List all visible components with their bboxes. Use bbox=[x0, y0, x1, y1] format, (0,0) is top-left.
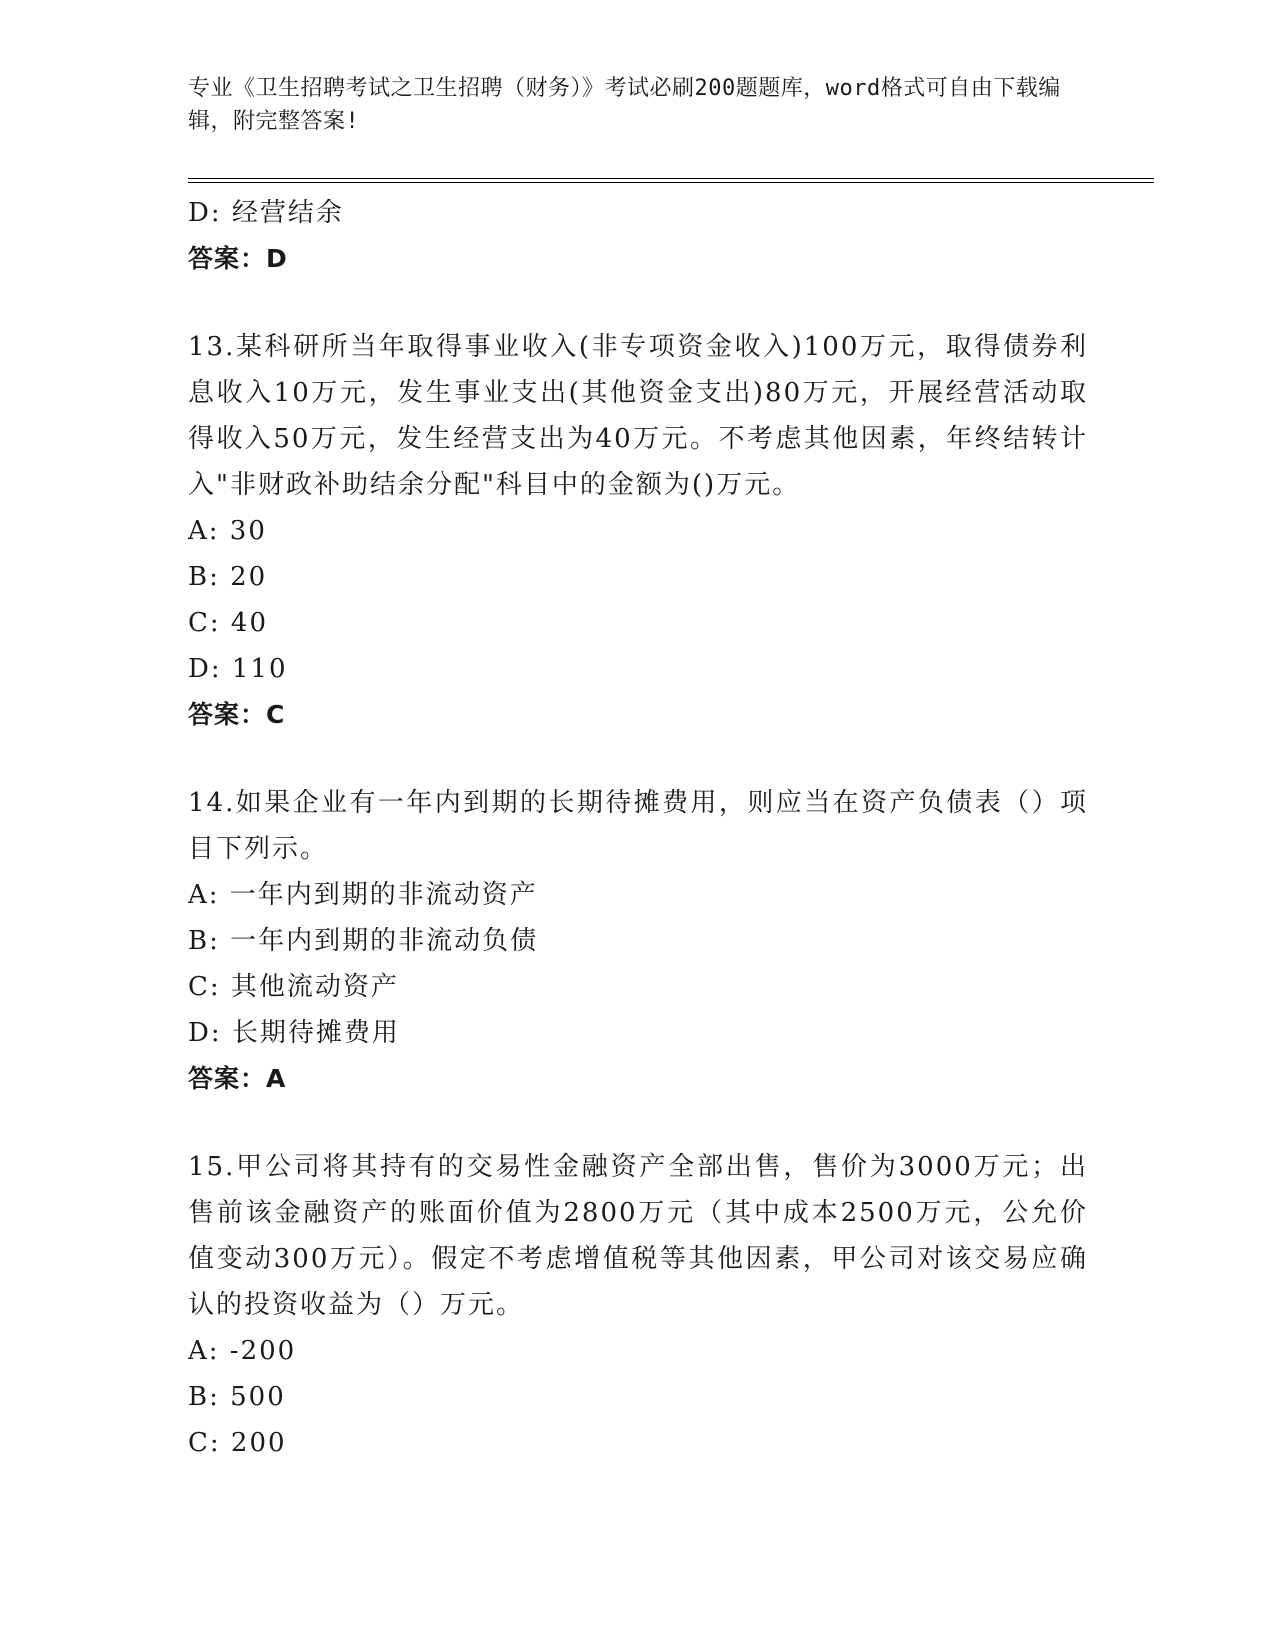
question-text: 14.如果企业有一年内到期的长期待摊费用，则应当在资产负债表（）项目下列示。 bbox=[188, 788, 1088, 864]
option-b: B: 20 bbox=[188, 562, 268, 592]
question-text: 13.某科研所当年取得事业收入(非专项资金收入)100万元，取得债券利息收入10万元，发生事业支出(其他资金支出)80万元，开展经营活动取得收入50万元，发生经营支出为40万元。不考虑其他因素，年终结转计入"非财政补助结余分配"科目中的金额为()万元。 bbox=[188, 332, 1088, 500]
option-a: A: -200 bbox=[188, 1336, 297, 1366]
question-text: 15.甲公司将其持有的交易性金融资产全部出售，售价为3000万元；出售前该金融资产的账面价值为2800万元（其中成本2500万元，公允价值变动300万元）。假定不考虑增值税等其他因素，甲公司对该交易应确认的投资收益为（）万元。 bbox=[188, 1152, 1088, 1320]
header-double-rule bbox=[188, 178, 1154, 183]
option-a: A: 一年内到期的非流动资产 bbox=[188, 880, 538, 910]
option-b: B: 500 bbox=[188, 1382, 286, 1412]
option-d: D: 长期待摊费用 bbox=[188, 1018, 400, 1048]
document-body bbox=[188, 190, 1088, 1466]
page-header: 专业《卫生招聘考试之卫生招聘（财务）》考试必刷200题题库，word格式可自由下载编辑，附完整答案! bbox=[188, 76, 1061, 134]
option-c: C: 其他流动资产 bbox=[188, 972, 399, 1002]
option-d: D: 110 bbox=[188, 654, 288, 684]
option-c: C: 40 bbox=[188, 608, 269, 638]
answer-line: 答案：A bbox=[188, 1064, 287, 1093]
answer-line: 答案：D bbox=[188, 244, 288, 273]
option-d: D: 经营结余 bbox=[188, 198, 344, 228]
question-15 bbox=[188, 1144, 1088, 1466]
question-14 bbox=[188, 780, 1088, 1102]
option-a: A: 30 bbox=[188, 516, 267, 546]
question-13 bbox=[188, 324, 1088, 738]
answer-line: 答案：C bbox=[188, 700, 286, 729]
option-b: B: 一年内到期的非流动负债 bbox=[188, 926, 539, 956]
option-c: C: 200 bbox=[188, 1428, 287, 1458]
